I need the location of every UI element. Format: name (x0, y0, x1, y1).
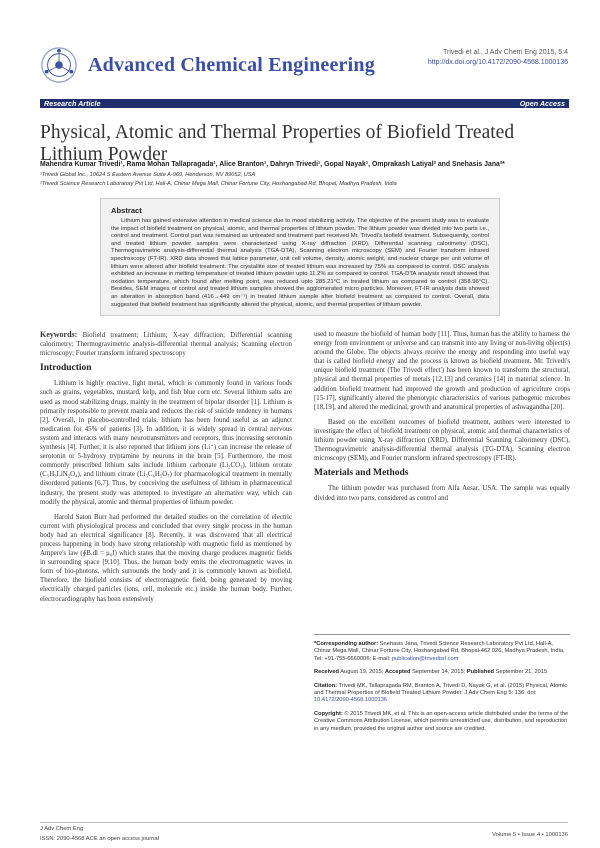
published-label: Published (466, 669, 494, 676)
citation-doi-link[interactable]: 10.4172/2090-4568.1000136 (314, 697, 388, 704)
affiliation-2: ²Trivedi Science Research Laboratory Pvt Ltd, Hall-A, Chinar Mega Mall, Chinar Fortune City, Hoshangabad Rd, Bhopal, Madhya Pradesh, India (40, 181, 397, 187)
doi-link[interactable]: http://dx.doi.org/10.4172/2090-4568.1000136 (427, 59, 568, 66)
published-date: September 21, 2015 (495, 669, 548, 676)
accepted-date: September 14, 2015; (412, 669, 466, 676)
received-label: Received (314, 669, 339, 676)
footer-volume: Volume 5 • Issue 4 • 1000136 (492, 832, 568, 838)
journal-title[interactable]: Advanced Chemical Engineering (88, 54, 375, 76)
left-column (40, 330, 292, 610)
received-date: August 19, 2015; (340, 669, 384, 676)
correspondence-box (314, 634, 570, 739)
email-link[interactable]: publication@trivedisrl.com (391, 655, 459, 662)
article-dates (314, 669, 570, 676)
footer-issn: ISSN: 2090-4568 ACE an open access journal (40, 836, 159, 842)
abstract-box (100, 198, 500, 316)
intro-paragraph-3: used to measure the biofield of human body [11]. Thus, human has the ability to harness the energy from environment or universe and can transmit into any living or non-living object(s) around the Globe. The objects always receive the energy and responding into useful way that is called biofield energy and the process is known as biofield treatment. Mr. Trivedi's unique biofield treatment (The Trivedi effect') has been known to transform the structural, physical and thermal properties of metals [12,13] and ceramics [14] in material science. In addition biofield treatment had improved the growth and production of agriculture crops [15-17], significantly altered the phenotypic characteristics of various pathogenic microbes [18,19], and altered the medicinal, growth and anatomical properties of ashwagandha [20]. (314, 331, 570, 411)
intro-paragraph-1: Lithium is highly reactive, light metal, which is commonly found in various foods such as grains, vegetables, mustard, kelp, and fish blue corn etc. Several lithium salts are used as mood stabilizing drugs, mainly in the treatment of bipolar disorder [1]. Lithium is primarily responsible to prevent mania and reduces the risk of suicide tendency in humans [2]. Overall, in placebo-controlled trials, lithium has been found useful as an adjunct medication for 45% of patients [3]. In addition, it is widely spread in central nervous system and interacts with many neurotransmitters and receptors, thus increasing serotonin synthesis [4]. Further, it is also reported that lithium ions (Li⁺) can increase the release of serotonin or 5-hydroxy tryptamine by neurons in the brain [5]. Furthermore, the most commonly prescribed lithium salts include lithium carbonate (Li₂CO₃), lithium orotate (C₅H₃LiN₂O₄), and lithium citrate (Li₃C₆H₅O₇) for pharmacological treatment in mentally disordered patients [6,7]. Thus, by conceiving the usefulness of lithium in pharmaceutical industry, the present study was attempted to investigate an alternative way, which can modify the physical, atomic and thermal properties of lithium powder. (40, 380, 292, 506)
accepted-label: Accepted (384, 669, 411, 676)
citation-label: Citation: (314, 682, 338, 689)
open-access-label: Open Access (519, 99, 565, 108)
keywords-text: Biofield treatment; Lithium; X-ray diffraction; Differential scanning calorimetry; Thermogravimetric analysis-differential thermal analysis; Scanning electron microscopy; Fourier transform infrared spectroscopy (40, 332, 292, 358)
methods-heading: Materials and Methods (314, 468, 409, 479)
citation-line: Trivedi et al., J Adv Chem Eng 2015, 5:4 (442, 49, 568, 56)
right-column (314, 330, 570, 509)
intro-paragraph-4: Based on the excellent outcomes of biofield treatment, authors were interested to investigate the effect of biofield treatment on physical, atomic and thermal characteristics of lithium powder using X-ray diffraction (XRD), Differential Scanning Calorimetry (DSC), Thermogravimetric analysis-differential thermal analysis (TG-DTA), Scanning electron microscopy (SEM), and Fourier transform infrared spectroscopy (FT-IR). (314, 418, 570, 463)
author-list: Mahendra Kumar Trivedi¹, Rama Mohan Tallapragada¹, Alice Branton¹, Dahryn Trivedi¹, Gopal Nayak¹, Omprakash Latiyal² and Snehasis Jana²* (40, 161, 505, 168)
introduction-heading: Introduction (40, 363, 92, 374)
journal-logo-icon (40, 46, 78, 84)
keywords-label: Keywords: (40, 330, 78, 339)
intro-paragraph-2: Harold Saton Burr had performed the detailed studies on the correlation of electric current with physiological process and concluded that every single process in the human body had an electrical significance [8]. Recently, it was discovered that all electrical process happening in body have strong relationship with magnetic field as mentioned by Ampere's law (∮B.dl = μ₀I) which states that the moving charge produces magnetic fields in surrounding space [9,10]. Thus, the human body emits the electromagnetic waves in form of bio-photons, which surrounds the body and it is commonly known as biofield. Therefore, the biofield consists of electromagnetic field, being generated by moving electrically charged particles (ions, cell, molecule etc.) inside the human body. Further, electrocardiography has been extensively (40, 513, 292, 603)
abstract-text: Lithium has gained extensive attention in medical science due to mood stabilizing activity. The objective of the present study was to evaluate the impact of biofield treatment on physical, atomic, and thermal properties of lithium powder. The lithium powder was divided into two parts i.e., control and treatment. Control part was remained as untreated and treatment part received Mr. Trivedi's biofield treatment. Subsequently, control and treated lithium powder samples were characterized using X-ray diffraction (XRD), Differential scanning calorimetry (DSC), Thermogravimetric analysis-differential thermal analysis (TGA-DTA), Scanning electron microscopy (SEM) and Fourier transform infrared spectroscopy (FT-IR). XRD data showed that lattice parameter, unit cell volume, density, atomic weight, and nuclear charge per unit volume of lithium were altered after biofield treatment. The crystallite size of treated lithium was increased by 75% as compared to control. DSC analysis exhibited an increase in melting temperature of treated lithium powder upto 11.2% as compared to control. TGA-DTA analysis result showed that oxidation temperature, which found after melting point, was reduced upto 285.21°C in treated lithium as compared to control (358.96°C). Besides, SEM images of control and treated lithium samples showed the agglomerated micro particles. Moreover, FT-IR analysis data showed an alteration in absorption band (416→449 cm⁻¹) in treated lithium sample after biofield treatment as compared to control. Overall, data suggested that biofield treatment has significantly altered the physical, atomic, and thermal properties of lithium powder. (111, 218, 489, 308)
methods-paragraph-1: The lithium powder was purchased from Alfa Aesar, USA. The sample was equally divided into two parts, considered as control and (314, 485, 570, 502)
citation-text: Trivedi MK, Tallapragada RM, Branton A, Trivedi D, Nayak G, et al. (2015) Physical, Atomic and Thermal Properties of Biofield Treated Lithium Powder. J Adv Chem Eng 5: 136. doi: (314, 682, 568, 697)
keywords-paragraph (40, 330, 292, 358)
corresponding-author (314, 641, 570, 663)
article-title: Physical, Atomic and Thermal Properties of Biofield Treated Lithium Powder (40, 122, 515, 165)
footer-journal: J Adv Chem Eng (40, 826, 84, 832)
header-citation (428, 48, 568, 68)
article-type-label: Research Article (44, 99, 101, 108)
copyright-text: © 2015 Trivedi MK, et al. This is an open-access article distributed under the terms of the Creative Commons Attribution License, which permits unrestricted use, distribution, and reproduction in any medium, provided the original author and source are credited. (314, 710, 569, 732)
journal-header (40, 46, 568, 86)
corresponding-author-text: Snehasis Jana, Trivedi Science Research Laboratory Pvt Ltd, Hall-A, Chinar Mega Mall, Chinar Fortune City, Hoshangabad Rd, Bhopal-462 026, Madhya Pradesh, India, Tel: +91-755-6660006; E-mail: (314, 641, 565, 662)
abstract-heading: Abstract (111, 206, 142, 215)
citation-block (314, 683, 570, 705)
article-type-bar (40, 99, 569, 108)
affiliation-1: ¹Trivedi Global Inc., 10624 S Eastern Avenue Suite A-969, Henderson, NV 89052, USA (40, 172, 256, 178)
footer-divider (40, 822, 568, 823)
corresponding-author-label: *Corresponding author: (314, 641, 379, 647)
copyright-label: Copyright: (314, 710, 343, 717)
copyright-block (314, 711, 570, 733)
